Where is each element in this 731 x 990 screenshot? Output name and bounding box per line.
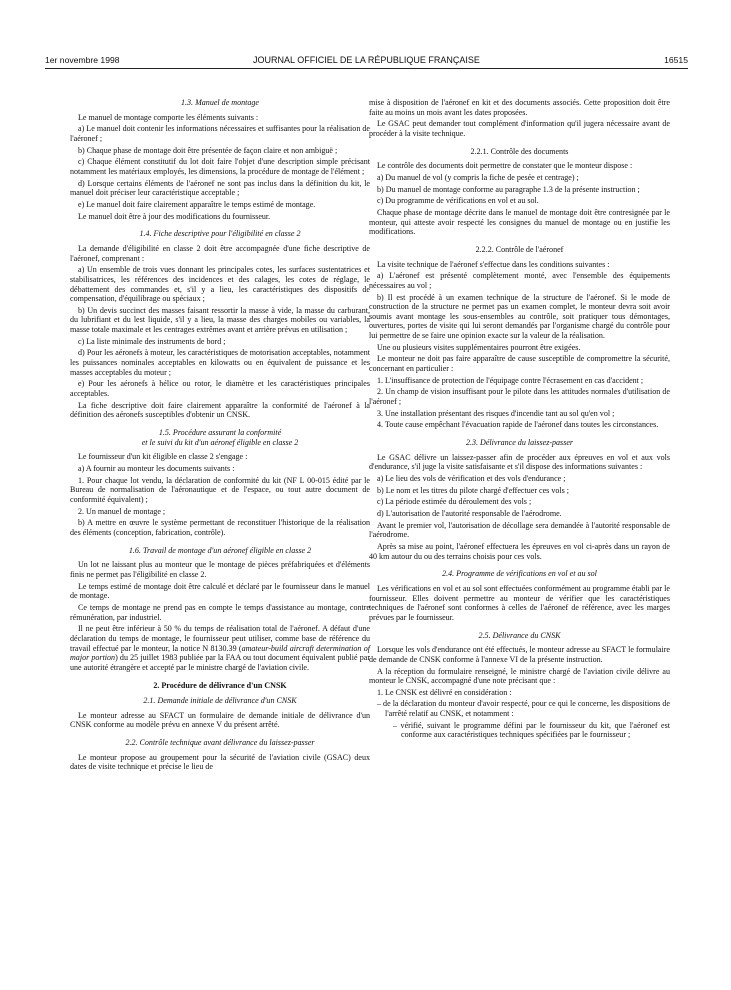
section-heading-1-4: 1.4. Fiche descriptive pour l'éligibilité en classe 2 (139, 229, 301, 239)
section-heading-1-5 (70, 428, 370, 447)
paragraph: b) Chaque phase de montage doit être présentée de façon claire et non ambiguë ; (78, 145, 338, 155)
paragraph: a) Le manuel doit contenir les informations nécessaires et suffisantes pour la réalisation de l'aéronef ; (70, 124, 370, 143)
paragraph: Un lot ne laissant plus au monteur que le montage de pièces préfabriquées et d'éléments finis ne permet pas l'éligibilité en classe 2. (70, 560, 370, 579)
paragraph: 1. Le CNSK est délivré en considération : (377, 687, 512, 697)
paragraph: d) L'autorisation de l'autorité responsable de l'aérodrome. (377, 508, 562, 518)
paragraph: Le GSAC délivre un laissez-passer afin de procéder aux épreuves en vol et aux vols d'endurance, s'il juge la visite satisfaisante et s'il dispose des informations suivantes : (369, 452, 670, 472)
section-heading-2-2-1: 2.2.1. Contrôle des documents (470, 146, 569, 156)
paragraph: Le manuel de montage comporte les éléments suivants : (78, 112, 259, 122)
section-heading-2-3: 2.3. Délivrance du laissez-passer (465, 438, 574, 448)
dash-item: – de la déclaration du monteur d'avoir respecté, pour ce qui le concerne, les dispositions de l'arrêté relatif au CNSK, et notamment : (377, 699, 670, 719)
header-journal-title: JOURNAL OFFICIEL DE LA RÉPUBLIQUE FRANÇAISE (253, 55, 480, 65)
paragraph: La visite technique de l'aéronef s'effectue dans les conditions suivantes : (377, 259, 610, 269)
section-heading-2-2: 2.2. Contrôle technique avant délivrance du laissez-passer (125, 738, 315, 748)
right-column (369, 98, 670, 742)
heading-line: 1.5. Procédure assurant la conformité (158, 428, 282, 438)
paragraph: c) Chaque élément constitutif du lot doit faire l'objet d'une description simple précisant notamment les matériaux employés, les dimensions, la procédure de montage de l'élément ; (70, 157, 370, 176)
paragraph: e) Pour les aéronefs à hélice ou rotor, le diamètre et les caractéristiques principales acceptables. (70, 379, 370, 399)
paragraph: Le temps estimé de montage doit être calculé et déclaré par le fournisseur dans le manuel de montage. (70, 581, 370, 601)
paragraph: La demande d'éligibilité en classe 2 doit être accompagnée d'une fiche descriptive de l'aéronef, comprenant : (70, 243, 370, 263)
page-header (45, 38, 688, 70)
paragraph: Chaque phase de montage décrite dans le manuel de montage doit être contresignée par le monteur, qui atteste avoir respecté les consignes du manuel de montage ou en justifie les modifications. (369, 207, 670, 237)
paragraph: Une ou plusieurs visites supplémentaires pourront être exigées. (377, 342, 581, 352)
paragraph: Le contrôle des documents doit permettre de constater que le monteur dispose : (377, 161, 633, 171)
paragraph: b) A mettre en œuvre le système permettant de reconstituer l'historique de la réalisation des éléments (conception, fabrication, contrôle). (70, 518, 370, 537)
paragraph: 3. Une installation présentant des risques d'incendie tant au sol qu'en vol ; (377, 408, 615, 418)
paragraph: 2. Un champ de vision insuffisant pour le pilote dans les attitudes normales d'utilisation de l'aéronef ; (369, 387, 670, 407)
paragraph: b) Il est procédé à un examen technique de la structure de l'aéronef. Si le mode de construction de la structure ne permet pas un examen complet, le monteur devra soit avoir soumis avant montage les sous-ensembles au contrôle, soit pratiquer tous démontages, ouvertures, portes de visite qui lui seront demandés par l'organisme chargé du contrôle pour lui permettre de se faire une opinion exacte sur la valeur de la réalisation. (369, 292, 670, 341)
section-heading-2-5: 2.5. Délivrance du CNSK (478, 630, 561, 640)
dash-subitem: – vérifié, suivant le programme défini par le fournisseur du kit, que l'aéronef est conforme aux caractéristiques techniques spécifiées par le fournisseur ; (393, 720, 670, 740)
paragraph: 4. Toute cause empêchant l'évacuation rapide de l'aéronef dans toutes les circonstances. (377, 420, 659, 430)
text-run-italic: amateur-build aircraft determination of major portion (70, 643, 370, 663)
paragraph: Le monteur adresse au SFACT un formulaire de demande initiale de délivrance d'un CNSK conforme au modèle prévu en annexe V du présent arrêté. (70, 710, 370, 730)
header-page-number: 16515 (664, 55, 688, 65)
paragraph: Les vérifications en vol et au sol sont effectuées conformément au programme établi par le fournisseur. Elles doivent permettre au monteur de vérifier que les caractéristiques techniques de l'aéronef sont conformes à celles de l'aéronef de référence, avec les marges prévues par le fournisseur. (369, 583, 670, 622)
text-run: Il ne peut être inférieur à 50 % du temps de réalisation total de l'aéronef. A défaut d'une déclaration du temps de montage, le fournisseur peut utiliser, comme base de référence du travail effectué par le monteur, la notice N 8130.39 ( (70, 624, 370, 653)
paragraph: a) Le lieu des vols de vérification et des vols d'endurance ; (377, 474, 566, 483)
header-rule (45, 68, 688, 69)
paragraph: La fiche descriptive doit faire clairement apparaître la conformité de l'aéronef à la définition des aéronefs susceptibles d'obtenir un CNSK. (70, 400, 370, 420)
text-run: ) du 25 juillet 1983 publiée par la FAA ou tout document équivalent publié par une autorité étrangère et accepté par le ministre chargé de l'aviation civile. (70, 653, 371, 672)
paragraph: a) L'aéronef est présenté complètement monté, avec l'ensemble des équipements nécessaires au vol ; (369, 271, 670, 290)
paragraph: Le monteur ne doit pas faire apparaître de cause susceptible de compromettre la sécurité, concernant en particulier : (369, 354, 670, 374)
paragraph: 1. Pour chaque lot vendu, la déclaration de conformité du kit (NF L 00-015 édité par le Bureau de normalisation de l'aéronautique et de l'espace, ou tout autre document de conformité équivalent) ; (70, 475, 370, 504)
paragraph: d) Pour les aéronefs à moteur, les caractéristiques de motorisation acceptables, notamment les puissances nominales acceptables en kilowatts ou en équivalent de puissance et les masses acceptables du moteur ; (70, 348, 370, 377)
paragraph: a) Un ensemble de trois vues donnant les principales cotes, les surfaces sustentatrices et stabilisatrices, les références des incidences et des calages, les cotes de réglage, le débattement des commandes et, s'il y a lieu, les caractéristiques des dispositifs de compensation, d'équilibrage ou spéciaux ; (70, 265, 370, 304)
paragraph: b) Le nom et les titres du pilote chargé d'effectuer ces vols ; (377, 485, 569, 495)
paragraph: Après sa mise au point, l'aéronef effectuera les épreuves en vol ci-après dans un rayon de 40 km autour du ou des terrains choisis pour ces vols. (369, 541, 670, 561)
header-date: 1er novembre 1998 (45, 55, 120, 65)
paragraph: Avant le premier vol, l'autorisation de décollage sera demandée à l'autorité responsable de l'aérodrome. (369, 520, 670, 540)
paragraph: A la réception du formulaire renseigné, le ministre chargé de l'aviation civile délivre au monteur le CNSK, accompagné d'une note précisant que : (369, 666, 670, 686)
paragraph: c) Du programme de vérifications en vol et au sol. (377, 196, 539, 206)
heading-line: et le suivi du kit d'un aéronef éligible en classe 2 (141, 437, 299, 447)
paragraph: a) Du manuel de vol (y compris la fiche de pesée et centrage) ; (377, 172, 579, 182)
section-heading-1-3: 1.3. Manuel de montage (181, 98, 259, 107)
section-heading-2-2-2: 2.2.2. Contrôle de l'aéronef (475, 244, 564, 254)
paragraph: 1. L'insuffisance de protection de l'équipage contre l'écrasement en cas d'accident ; (377, 375, 644, 385)
paragraph: mise à disposition de l'aéronef en kit et des documents associés. Cette proposition doit être faite au moins un mois avant les dates proposées. (369, 98, 670, 117)
section-heading-2-4: 2.4. Programme de vérifications en vol et au sol (442, 569, 597, 579)
paragraph: Le GSAC peut demander tout complément d'information qu'il jugera nécessaire avant de procéder à la visite technique. (369, 119, 670, 138)
paragraph: d) Lorsque certains éléments de l'aéronef ne sont pas inclus dans la définition du kit, le manuel doit préciser leur caractéristique acceptable ; (70, 178, 370, 198)
section-heading-1-6: 1.6. Travail de montage d'un aéronef éligible en classe 2 (128, 545, 312, 555)
paragraph (70, 624, 370, 672)
paragraph: b) Un devis succinct des masses faisant ressortir la masse à vide, la masse du carburant, du lubrifiant et du lest liquide, s'il y a lieu, la masse des charges mobiles ou variables, la masse totale maximale et les centrages extrêmes avant et arrière prévus en utilisation ; (70, 305, 370, 335)
paragraph: Le fournisseur d'un kit éligible en classe 2 s'engage : (78, 452, 248, 462)
paragraph: e) Le manuel doit faire clairement apparaître le temps estimé de montage. (78, 199, 316, 209)
section-heading-2-1: 2.1. Demande initiale de délivrance d'un CNSK (143, 696, 297, 706)
paragraph: c) La période estimée du déroulement des vols ; (377, 497, 532, 507)
paragraph: Le manuel doit être à jour des modifications du fournisseur. (78, 211, 271, 221)
section-heading-2: 2. Procédure de délivrance d'un CNSK (153, 681, 287, 691)
paragraph: b) Du manuel de montage conforme au paragraphe 1.3 de la présente instruction ; (377, 184, 640, 194)
paragraph: Le monteur propose au groupement pour la sécurité de l'aviation civile (GSAC) deux dates de visite technique et précise le lieu de (70, 752, 370, 772)
paragraph: c) La liste minimale des instruments de bord ; (78, 336, 226, 346)
paragraph: a) A fournir au monteur les documents suivants : (78, 464, 235, 473)
left-column (70, 98, 370, 774)
paragraph: 2. Un manuel de montage ; (78, 506, 166, 516)
paragraph: Ce temps de montage ne prend pas en compte le temps d'assistance au montage, contre rémunération, par industriel. (70, 602, 370, 622)
paragraph: Lorsque les vols d'endurance ont été effectués, le monteur adresse au SFACT le formulaire de demande de CNSK conforme à l'annexe VI de la présente instruction. (369, 645, 670, 664)
